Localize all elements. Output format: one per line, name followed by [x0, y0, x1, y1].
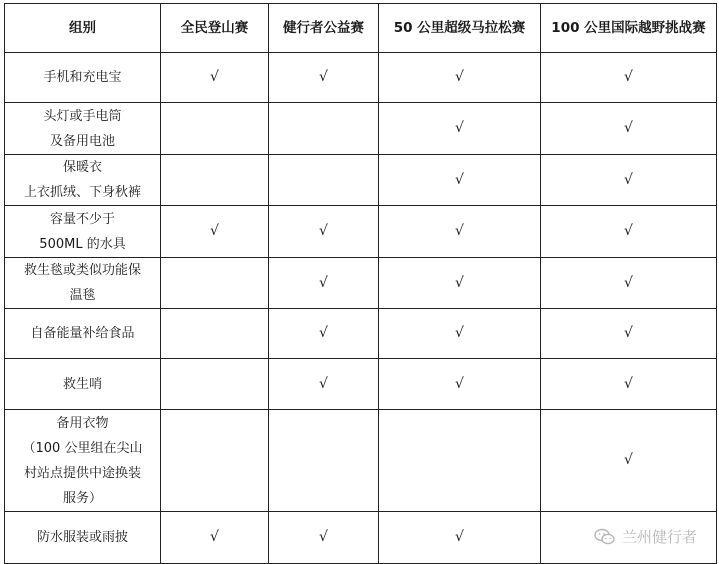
watermark-text: 兰州健行者 [621, 528, 697, 546]
check-mark: √ [624, 171, 633, 188]
item-cell [5, 258, 161, 309]
wechat-icon [594, 528, 616, 546]
table-row [5, 359, 717, 410]
item-cell [5, 103, 161, 155]
item-line: 救生毯或类似功能保 [23, 263, 141, 278]
item-line: 上衣抓绒、下身秋裤 [23, 185, 141, 200]
check-mark: √ [455, 325, 464, 341]
check-cell [161, 359, 269, 410]
header-hiking: 全民登山赛 [161, 4, 269, 53]
item-cell [5, 512, 161, 564]
check-mark: √ [624, 375, 633, 392]
table-row [5, 410, 717, 512]
check-mark: √ [210, 529, 219, 545]
watermark [590, 524, 701, 549]
item-cell [5, 206, 161, 258]
check-cell [541, 359, 717, 410]
check-mark: √ [319, 69, 328, 85]
item-line: 保暖衣 [62, 160, 102, 175]
check-mark: √ [455, 171, 464, 188]
header-100k: 100 公里国际越野挑战赛 [541, 4, 717, 53]
item-line: 自备能量补给食品 [30, 326, 135, 341]
item-cell [5, 53, 161, 103]
check-cell [541, 309, 717, 359]
table-row [5, 53, 717, 103]
check-mark: √ [319, 529, 328, 545]
check-mark: √ [624, 223, 633, 239]
check-cell [161, 103, 269, 155]
check-cell [161, 258, 269, 309]
check-mark: √ [455, 120, 464, 136]
item-line: 服务） [62, 490, 102, 506]
table-row [5, 258, 717, 309]
item-line: 手机和充电宝 [43, 70, 122, 85]
item-line: 容量不少于 [49, 211, 115, 227]
check-cell [269, 103, 379, 155]
table-header-row [5, 4, 717, 53]
check-cell [161, 206, 269, 258]
check-mark: √ [210, 223, 219, 239]
check-mark: √ [455, 529, 464, 545]
check-cell [379, 410, 541, 512]
check-mark: √ [624, 325, 633, 341]
item-cell [5, 410, 161, 512]
check-mark: √ [624, 69, 633, 85]
item-line: 备用衣物 [56, 415, 109, 431]
item-line: 防水服装或雨披 [36, 530, 128, 545]
check-cell [269, 410, 379, 512]
item-line: 头灯或手电筒 [43, 108, 122, 124]
check-cell [161, 309, 269, 359]
header-50k: 50 公里超级马拉松赛 [379, 4, 541, 53]
header-charity: 健行者公益赛 [269, 4, 379, 53]
check-mark: √ [455, 69, 464, 85]
check-mark: √ [319, 223, 328, 239]
check-cell [269, 206, 379, 258]
check-cell [379, 309, 541, 359]
check-cell [541, 103, 717, 155]
item-line: （100 公里组在尖山 [22, 440, 143, 456]
check-cell [541, 155, 717, 206]
check-cell [541, 410, 717, 512]
item-cell [5, 155, 161, 206]
table-row [5, 103, 717, 155]
check-cell [379, 53, 541, 103]
check-cell [161, 155, 269, 206]
check-cell [541, 258, 717, 309]
check-mark: √ [455, 223, 464, 239]
header-group: 组别 [5, 4, 161, 53]
check-cell [161, 512, 269, 564]
check-mark: √ [210, 69, 219, 85]
check-cell [269, 155, 379, 206]
check-cell [161, 410, 269, 512]
table-row [5, 309, 717, 359]
equipment-table [4, 3, 717, 564]
check-cell [379, 206, 541, 258]
item-line: 救生哨 [62, 376, 102, 392]
check-mark: √ [455, 375, 464, 392]
check-mark: √ [319, 375, 328, 392]
check-cell [269, 512, 379, 564]
check-cell [379, 359, 541, 410]
check-mark: √ [624, 120, 633, 136]
check-cell [161, 53, 269, 103]
item-line: 温毯 [69, 288, 96, 303]
check-mark: √ [455, 274, 464, 291]
check-cell [269, 258, 379, 309]
item-line: 村站点提供中途换装 [23, 465, 141, 481]
check-cell [269, 309, 379, 359]
check-cell [541, 53, 717, 103]
check-mark: √ [624, 274, 633, 291]
check-cell [379, 258, 541, 309]
item-line: 500ML 的水具 [39, 236, 126, 252]
check-mark: √ [624, 452, 633, 468]
check-cell [379, 103, 541, 155]
table-row [5, 155, 717, 206]
check-mark: √ [319, 274, 328, 291]
check-cell [269, 359, 379, 410]
item-cell [5, 309, 161, 359]
check-cell [541, 206, 717, 258]
check-cell [379, 512, 541, 564]
check-mark: √ [319, 325, 328, 341]
check-cell [269, 53, 379, 103]
item-cell [5, 359, 161, 410]
item-line: 及备用电池 [49, 133, 115, 149]
check-cell [379, 155, 541, 206]
table-row [5, 206, 717, 258]
